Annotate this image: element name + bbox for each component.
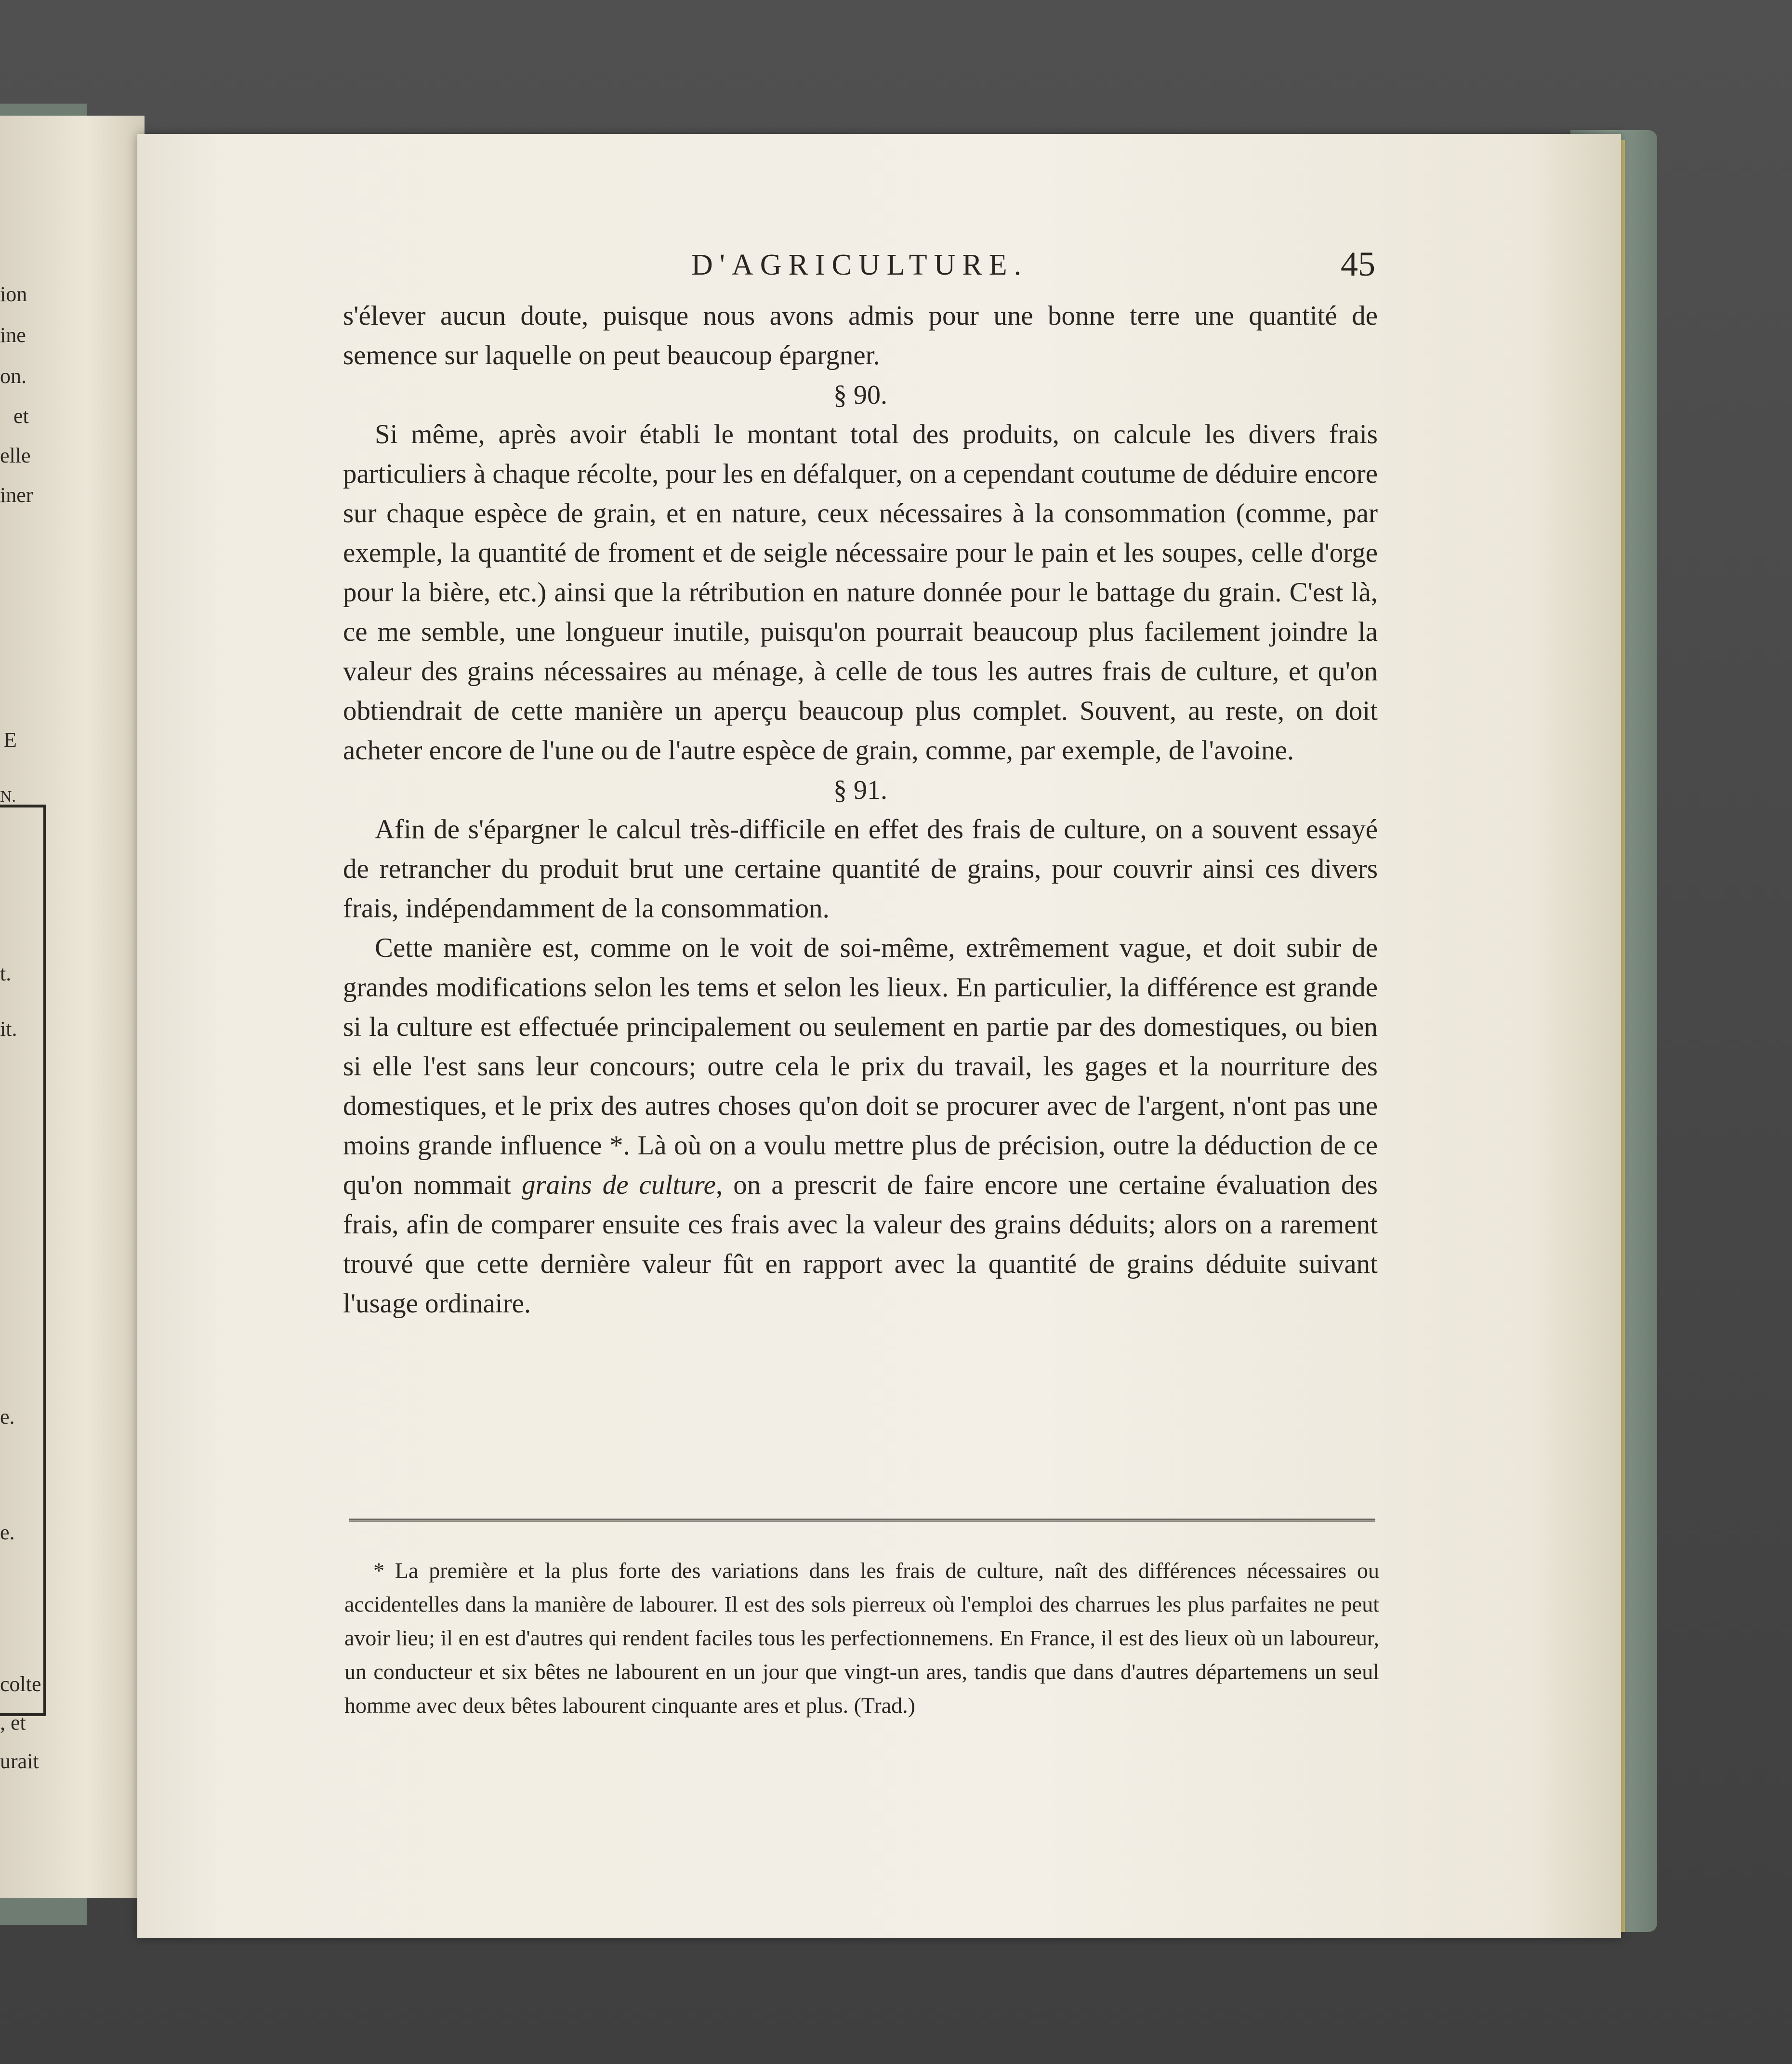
paragraph: Afin de s'épargner le calcul très-difficile en effet des frais de culture, on a souvent essayé de retrancher du produit brut une certaine quantité de grains, pour couvrir ainsi ces divers frais, indépendamment de la consommation.	[343, 814, 1378, 924]
section-heading: § 90.	[833, 380, 887, 410]
running-head: D'AGRICULTURE.	[691, 249, 1028, 281]
left-page-fragment: ine	[0, 323, 26, 347]
left-page-fragment: urait	[0, 1749, 39, 1773]
main-text	[343, 296, 1378, 1323]
paragraph: Si même, après avoir établi le montant total des produits, on calcule les divers frais particuliers à chaque récolte, pour les en défalquer, on a cependant coutume de déduire encore sur chaque espèce de grain, et en nature, ceux nécessaires à la consommation (comme, par exemple, la quantité de froment et de seigle nécessaire pour le pain et les soupes, celle d'orge pour la bière, etc.) ainsi que la rétribution en nature donnée pour le battage du grain. C'est là, ce me semble, une longueur inutile, puisqu'on pourrait beaucoup plus facilement joindre la valeur des grains nécessaires au ménage, à celle de tous les autres frais de culture, et qu'on obtiendrait de cette manière un aperçu beaucoup plus complet. Souvent, au reste, on doit acheter encore de l'une ou de l'autre espèce de grain, comme, par exemple, de l'avoine.	[343, 419, 1378, 766]
page-header	[344, 245, 1375, 287]
left-page-fragment: colte	[0, 1672, 41, 1696]
footnote-text: * La première et la plus forte des variations dans les frais de culture, naît des différences nécessaires ou accidentelles dans la manière de labourer. Il est des sols pierreux où l'emploi des charrues les plus parfaites ne peut avoir lieu; il en est d'autres qui rendent faciles tous les perfectionnemens. En France, il est des lieux où un laboureur, un conducteur et six bêtes ne labourent en un jour que vingt-un ares, tandis que dans d'autres départemens un seul homme avec deux bêtes labourent cinquante ares et plus. (Trad.)	[344, 1558, 1379, 1718]
left-page-fragment: it.	[0, 1017, 17, 1041]
left-page-fragment: N.	[0, 788, 16, 806]
page-number: 45	[1341, 245, 1375, 283]
italic-term: grains de culture	[522, 1170, 716, 1200]
left-page-fragment: elle	[0, 444, 31, 467]
left-page-fragment: et	[13, 404, 29, 428]
left-page-fragment: on.	[0, 364, 26, 388]
left-page-table-frame	[0, 805, 46, 1716]
left-page-fragment: e.	[0, 1405, 15, 1429]
paragraph: s'élever aucun doute, puisque nous avons admis pour une bonne terre une quantité de semence sur laquelle on peut beaucoup épargner.	[343, 301, 1378, 370]
paragraph-text: , on a prescrit de faire encore une certaine évaluation des frais, afin de comparer ensuite ces frais avec la valeur des grains déduits; alors on a rarement trouvé que cette dernière valeur fût en rapport avec la quantité de grains déduite suivant l'usage ordinaire.	[343, 1170, 1378, 1319]
left-page-fragment: ion	[0, 282, 27, 306]
left-page-fragment: e.	[0, 1521, 15, 1544]
footnote-rule	[349, 1519, 1375, 1522]
footnote	[344, 1554, 1379, 1722]
left-page-fragment: , et	[0, 1711, 26, 1734]
left-page-fragment: t.	[0, 962, 12, 985]
left-page-edge	[0, 116, 145, 1898]
paragraph	[343, 928, 1378, 1323]
left-page-fragment: E	[4, 728, 17, 752]
paragraph-text: Cette manière est, comme on le voit de soi-même, extrêmement vague, et doit subir de grandes modifications selon les tems et selon les lieux. En particulier, la différence est grande si la culture est effectuée principalement ou seulement en partie par des domestiques, ou bien si elle l'est sans leur concours; outre cela le prix du travail, les gages et la nourriture des domestiques, et le prix des autres choses qu'on doit se procurer avec de l'argent, n'ont pas une moins grande influence *. Là où on a voulu mettre plus de précision, outre la déduction de ce qu'on nommait	[343, 933, 1378, 1200]
left-page-fragment: iner	[0, 483, 33, 507]
section-heading: § 91.	[833, 775, 887, 805]
